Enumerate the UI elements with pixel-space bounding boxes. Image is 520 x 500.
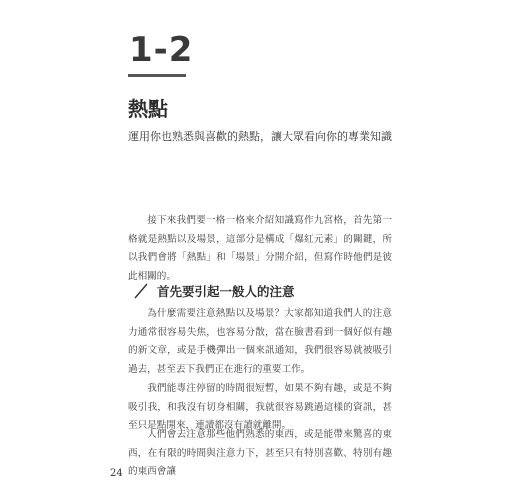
body-paragraph: 人們會去注意那些他們熟悉的東西，或是能帶來驚喜的東西，在有限的時間與注意力下，甚至只有特別喜歡、特別有趣的東西會讓 [128, 429, 392, 477]
intro-paragraph: 接下來我們要一格一格來介紹知識寫作九宮格，首先第一格就是熱點以及場景，這部分是構成「爆紅元素」的關鍵，所以我們會將「熱點」和「場景」分開介紹，但寫作時他們是彼此相關的。 [128, 215, 392, 282]
chapter-number: 1-2 [129, 30, 194, 70]
slash-icon [133, 283, 149, 299]
section-subtitle: 運用你也熟悉與喜歡的熱點，讓大眾看向你的專業知識 [128, 130, 392, 143]
body-paragraph: 我們能專注停留的時間很短暫，如果不夠有趣，或是不夠吸引我，和我沒有切身相關，我就很容易跳過這樣的資訊，甚至只是點開來，連讀都沒有讀就離開。 [128, 383, 392, 431]
chapter-underline [128, 74, 186, 77]
section-title: 熱點 [128, 97, 168, 121]
page-number: 24 [110, 468, 123, 479]
subheading [133, 282, 295, 300]
body-paragraph: 為什麼需要注意熱點以及場景？大家都知道我們人的注意力通常很容易失焦，也容易分散，當在臉書看到一個好似有趣的新文章，或是手機彈出一個來訊通知，我們很容易就被吸引過去，甚至丟下我們正在進行的重要工作。 [128, 308, 392, 375]
subheading-text: 首先要引起一般人的注意 [157, 284, 295, 299]
